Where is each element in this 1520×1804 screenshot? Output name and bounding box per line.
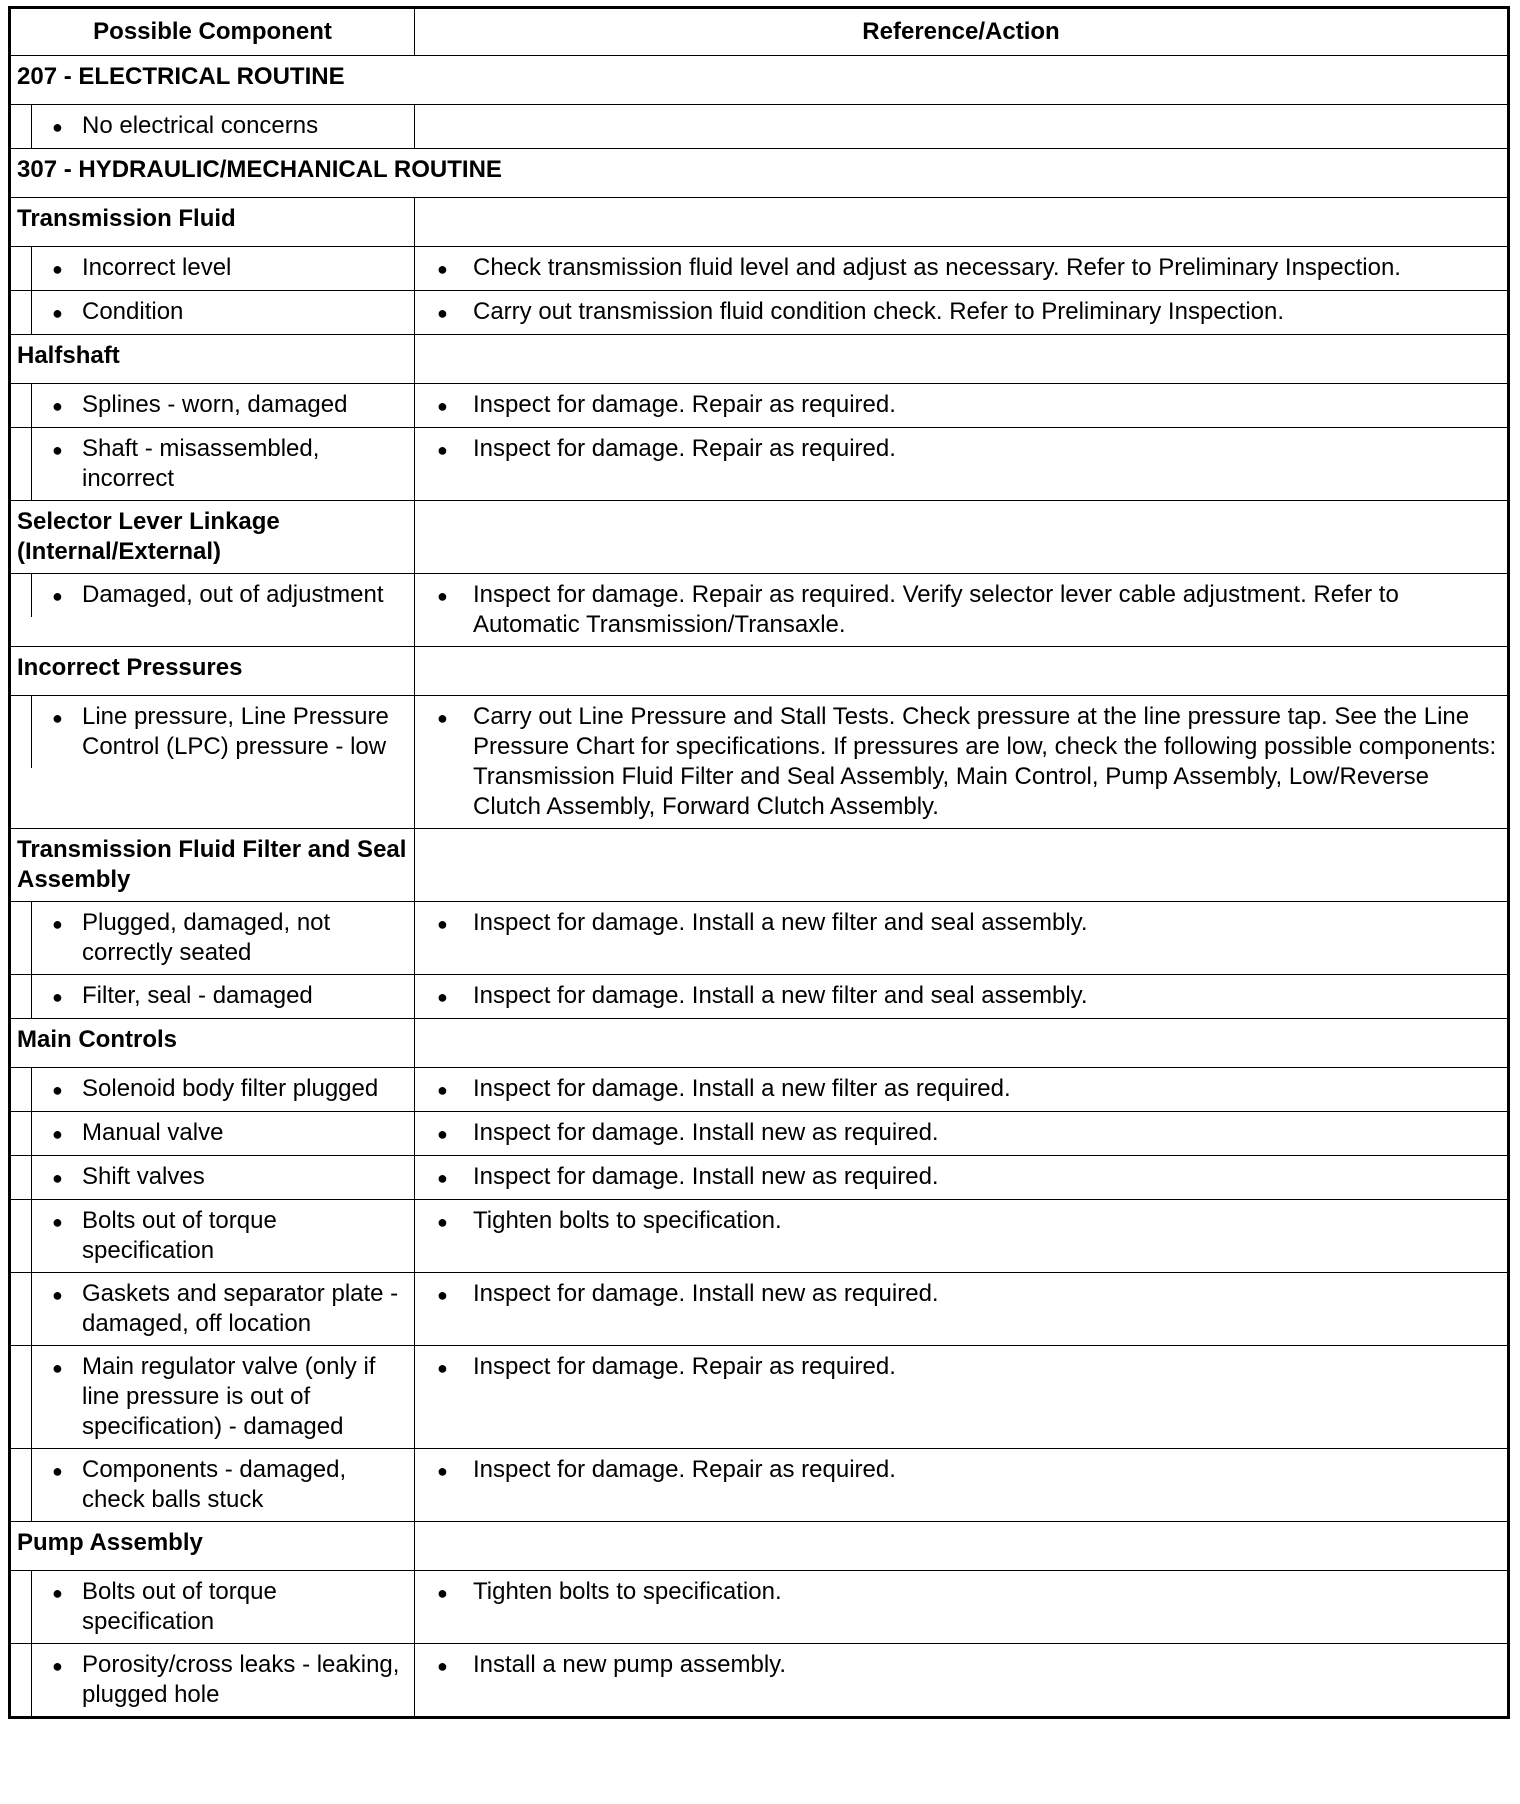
action-text: Inspect for damage. Repair as required. xyxy=(473,391,896,418)
table-body xyxy=(10,56,1509,1718)
bullet-icon xyxy=(437,580,473,640)
bullet-icon xyxy=(437,702,473,822)
component-cell xyxy=(10,1449,415,1522)
action-cell xyxy=(415,1644,1509,1718)
table-row xyxy=(10,1068,1509,1112)
group-row xyxy=(10,501,1509,574)
indent-rule xyxy=(11,975,32,1018)
action-text: Inspect for damage. Repair as required. Verify selector lever cable adjustment. Refer to Automatic Transmission/Transaxle. xyxy=(473,581,1399,638)
indent-rule xyxy=(11,1200,32,1272)
table-row xyxy=(10,1156,1509,1200)
action-text: Tighten bolts to specification. xyxy=(473,1207,782,1234)
table-row xyxy=(10,902,1509,975)
bullet-icon xyxy=(52,1577,82,1637)
group-title: Halfshaft xyxy=(10,335,415,384)
bullet-icon xyxy=(437,981,473,1012)
table-row xyxy=(10,696,1509,829)
bullet-icon xyxy=(52,1352,82,1442)
group-title: Transmission Fluid xyxy=(10,198,415,247)
action-cell xyxy=(415,1273,1509,1346)
table-row xyxy=(10,1200,1509,1273)
indent-rule xyxy=(11,902,32,974)
component-cell xyxy=(10,105,415,149)
action-cell xyxy=(415,384,1509,428)
indent-rule xyxy=(11,247,32,290)
component-cell xyxy=(10,428,415,501)
action-text: Inspect for damage. Install new as required. xyxy=(473,1280,939,1307)
table-row xyxy=(10,384,1509,428)
group-empty-cell xyxy=(415,647,1509,696)
indent-rule xyxy=(11,1346,32,1448)
action-text: Inspect for damage. Install a new filter as required. xyxy=(473,1075,1011,1102)
bullet-icon xyxy=(52,111,82,142)
action-cell xyxy=(415,291,1509,335)
action-text: Check transmission fluid level and adjust as necessary. Refer to Preliminary Inspection. xyxy=(473,254,1401,281)
indent-rule xyxy=(11,1273,32,1345)
bullet-icon xyxy=(52,1118,82,1149)
table-row xyxy=(10,1571,1509,1644)
component-cell xyxy=(10,1273,415,1346)
indent-rule xyxy=(11,1644,32,1716)
component-text: Line pressure, Line Pressure Control (LPC) pressure - low xyxy=(82,703,389,760)
bullet-icon xyxy=(437,1206,473,1237)
section-row xyxy=(10,56,1509,105)
table-row xyxy=(10,291,1509,335)
bullet-icon xyxy=(52,1455,82,1515)
bullet-icon xyxy=(437,434,473,465)
group-title: Selector Lever Linkage (Internal/External) xyxy=(10,501,415,574)
bullet-icon xyxy=(52,297,82,328)
group-title: Main Controls xyxy=(10,1019,415,1068)
table-header-row xyxy=(10,8,1509,56)
component-cell xyxy=(10,1112,415,1156)
component-text: Manual valve xyxy=(82,1119,224,1146)
diagnosis-table xyxy=(8,6,1510,1719)
section-title: 207 - ELECTRICAL ROUTINE xyxy=(10,56,1509,105)
group-row xyxy=(10,198,1509,247)
table-row xyxy=(10,1644,1509,1718)
bullet-icon xyxy=(52,580,82,611)
group-empty-cell xyxy=(415,829,1509,902)
bullet-icon xyxy=(437,1650,473,1681)
action-cell xyxy=(415,1571,1509,1644)
action-cell xyxy=(415,1200,1509,1273)
bullet-icon xyxy=(437,1352,473,1383)
action-cell xyxy=(415,428,1509,501)
action-text: Inspect for damage. Install a new filter and seal assembly. xyxy=(473,909,1088,936)
action-text: Inspect for damage. Repair as required. xyxy=(473,1456,896,1483)
table-row xyxy=(10,1112,1509,1156)
bullet-icon xyxy=(52,702,82,762)
table-row xyxy=(10,247,1509,291)
bullet-icon xyxy=(52,1206,82,1266)
bullet-icon xyxy=(437,1162,473,1193)
component-text: Porosity/cross leaks - leaking, plugged hole xyxy=(82,1651,400,1708)
bullet-icon xyxy=(437,1455,473,1486)
action-text: Inspect for damage. Install new as required. xyxy=(473,1119,939,1146)
component-cell xyxy=(10,291,415,335)
action-cell xyxy=(415,1112,1509,1156)
bullet-icon xyxy=(52,981,82,1012)
table-row xyxy=(10,1449,1509,1522)
indent-rule xyxy=(11,1068,32,1111)
component-cell xyxy=(10,902,415,975)
table-row xyxy=(10,428,1509,501)
action-cell xyxy=(415,1449,1509,1522)
table-row xyxy=(10,1273,1509,1346)
action-text: Carry out Line Pressure and Stall Tests. Check pressure at the line pressure tap. See the Line Pressure Chart for specifications. If pressures are low, check the following possible components: Transmission Fluid Filter and Seal Assembly, Main Control, Pump Assembly, Low/Reverse Clutch Assembly, Forward Clutch Assembly. xyxy=(473,703,1497,820)
component-text: Splines - worn, damaged xyxy=(82,391,348,418)
action-cell xyxy=(415,247,1509,291)
group-title: Transmission Fluid Filter and Seal Assembly xyxy=(10,829,415,902)
table-row xyxy=(10,1346,1509,1449)
component-cell xyxy=(10,1571,415,1644)
component-text: Bolts out of torque specification xyxy=(82,1578,277,1635)
indent-rule xyxy=(11,105,32,148)
action-text: Inspect for damage. Repair as required. xyxy=(473,435,896,462)
column-header-possible-component: Possible Component xyxy=(10,8,415,56)
action-text: Inspect for damage. Install a new filter and seal assembly. xyxy=(473,982,1088,1009)
bullet-icon xyxy=(437,390,473,421)
component-text: No electrical concerns xyxy=(82,112,319,139)
bullet-icon xyxy=(52,434,82,494)
action-cell xyxy=(415,1068,1509,1112)
group-title: Pump Assembly xyxy=(10,1522,415,1571)
bullet-icon xyxy=(52,908,82,968)
action-text: Inspect for damage. Repair as required. xyxy=(473,1353,896,1380)
indent-rule xyxy=(11,384,32,427)
indent-rule xyxy=(11,291,32,334)
bullet-icon xyxy=(52,1162,82,1193)
table-row xyxy=(10,105,1509,149)
component-text: Shift valves xyxy=(82,1163,205,1190)
component-text: Shaft - misassembled, incorrect xyxy=(82,435,320,492)
table-row xyxy=(10,975,1509,1019)
indent-rule xyxy=(11,1449,32,1521)
action-text: Tighten bolts to specification. xyxy=(473,1578,782,1605)
action-cell xyxy=(415,696,1509,829)
component-text: Condition xyxy=(82,298,184,325)
component-text: Incorrect level xyxy=(82,254,232,281)
action-text: Inspect for damage. Install new as required. xyxy=(473,1163,939,1190)
bullet-icon xyxy=(437,253,473,284)
indent-rule xyxy=(11,696,32,768)
component-text: Damaged, out of adjustment xyxy=(82,581,384,608)
component-cell xyxy=(10,247,415,291)
component-text: Plugged, damaged, not correctly seated xyxy=(82,909,331,966)
group-empty-cell xyxy=(415,1522,1509,1571)
component-cell xyxy=(10,1156,415,1200)
bullet-icon xyxy=(437,908,473,939)
group-title: Incorrect Pressures xyxy=(10,647,415,696)
group-row xyxy=(10,829,1509,902)
component-cell xyxy=(10,975,415,1019)
group-row xyxy=(10,1019,1509,1068)
diagnostic-document xyxy=(8,6,1510,1719)
group-row xyxy=(10,647,1509,696)
component-cell xyxy=(10,696,415,829)
component-cell xyxy=(10,1644,415,1718)
bullet-icon xyxy=(437,297,473,328)
component-text: Bolts out of torque specification xyxy=(82,1207,277,1264)
column-header-reference-action: Reference/Action xyxy=(415,8,1509,56)
bullet-icon xyxy=(437,1577,473,1608)
action-cell xyxy=(415,105,1509,149)
component-cell xyxy=(10,1200,415,1273)
component-text: Components - damaged, check balls stuck xyxy=(82,1456,347,1513)
indent-rule xyxy=(11,574,32,617)
action-text: Install a new pump assembly. xyxy=(473,1651,787,1678)
bullet-icon xyxy=(52,253,82,284)
component-text: Solenoid body filter plugged xyxy=(82,1075,379,1102)
bullet-icon xyxy=(52,1074,82,1105)
indent-rule xyxy=(11,1156,32,1199)
bullet-icon xyxy=(52,1279,82,1339)
action-cell xyxy=(415,902,1509,975)
indent-rule xyxy=(11,428,32,500)
component-cell xyxy=(10,1346,415,1449)
table-row xyxy=(10,574,1509,647)
group-empty-cell xyxy=(415,1019,1509,1068)
indent-rule xyxy=(11,1571,32,1643)
bullet-icon xyxy=(437,1074,473,1105)
action-cell xyxy=(415,975,1509,1019)
action-cell xyxy=(415,1346,1509,1449)
group-row xyxy=(10,335,1509,384)
component-text: Gaskets and separator plate - damaged, off location xyxy=(82,1280,399,1337)
component-text: Filter, seal - damaged xyxy=(82,982,313,1009)
bullet-icon xyxy=(52,1650,82,1710)
group-empty-cell xyxy=(415,335,1509,384)
group-empty-cell xyxy=(415,198,1509,247)
indent-rule xyxy=(11,1112,32,1155)
component-cell xyxy=(10,1068,415,1112)
component-cell xyxy=(10,384,415,428)
group-row xyxy=(10,1522,1509,1571)
action-cell xyxy=(415,1156,1509,1200)
group-empty-cell xyxy=(415,501,1509,574)
bullet-icon xyxy=(437,1279,473,1310)
bullet-icon xyxy=(437,1118,473,1149)
section-title: 307 - HYDRAULIC/MECHANICAL ROUTINE xyxy=(10,149,1509,198)
action-text: Carry out transmission fluid condition check. Refer to Preliminary Inspection. xyxy=(473,298,1285,325)
bullet-icon xyxy=(52,390,82,421)
component-cell xyxy=(10,574,415,647)
section-row xyxy=(10,149,1509,198)
component-text: Main regulator valve (only if line pressure is out of specification) - damaged xyxy=(82,1353,376,1440)
action-cell xyxy=(415,574,1509,647)
